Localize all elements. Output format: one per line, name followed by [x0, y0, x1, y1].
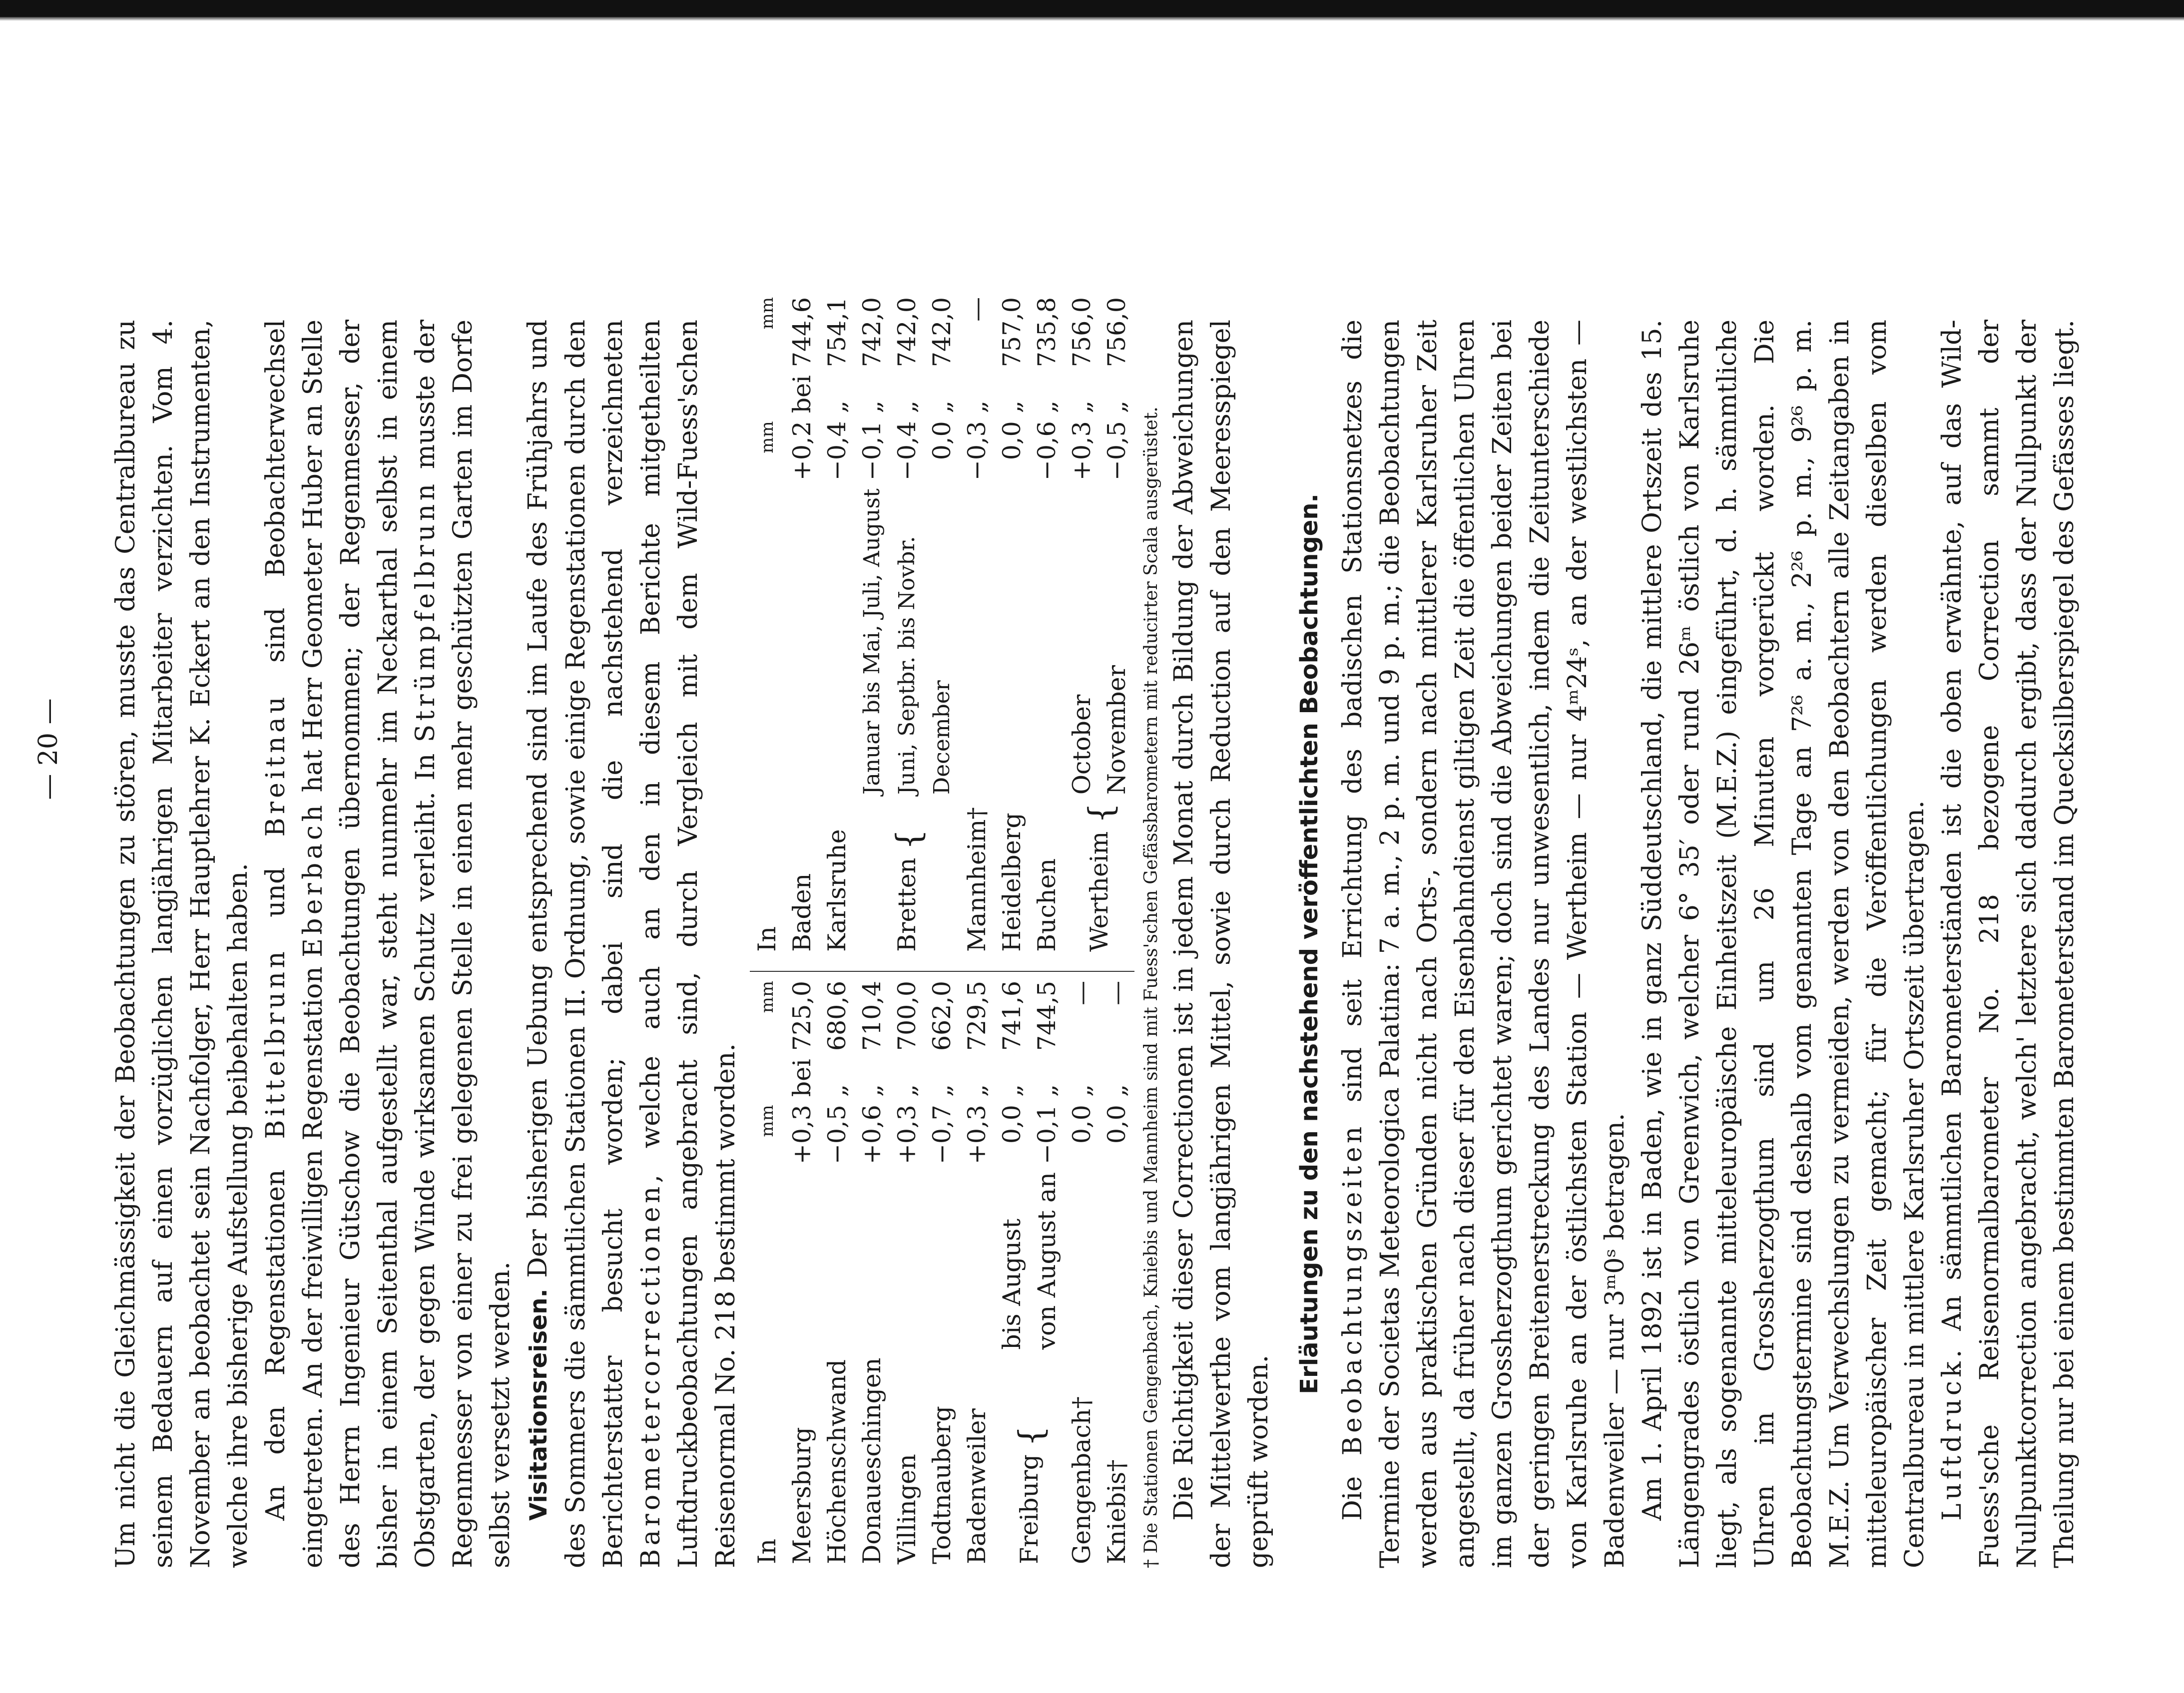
barometercorrectionen-term: Barometercorrectionen	[636, 1183, 666, 1568]
table-row: von August an −0,1 „ 744,5	[1033, 980, 1061, 1350]
paragraph-regenstationen: An den Regenstationen Bittelbrunn und Breitnau sind Beobachterwechsel eingetreten. An der freiwilligen Regenstation Eberbach hat Herr Geometer Huber an Stelle des Herrn Ingenieur Gütschow die Beobachtungen übernommen; der Regenmesser, der bisher in einem Seitenthal aufgestellt war, steht nunmehr im Neckarthal selbst in einem Obstgarten, der gegen Winde wirksamen Schutz verleiht. In Strümpfelbrunn musste der Regenmesser von einer zu frei gelegenen Stelle in einen mehr geschützten Garten im Dorfe selbst versetzt werden.	[261, 320, 516, 1568]
luftdruck-term: Luftdruck.	[1937, 1346, 1967, 1521]
table-row: Todtnauberg −0,7 „ 662,0	[928, 980, 956, 1564]
table-row: Mannheim† −0,3 „ —	[963, 297, 991, 952]
visitationsreisen-heading: Visitationsreisen.	[525, 1288, 552, 1521]
barometer-correction-tables	[750, 297, 1134, 1568]
beobachtungszeiten-term: Beobachtungszeiten	[1338, 1123, 1368, 1456]
table-footnote: † Die Stationen Gengenbach, Kniebis und Mannheim sind mit Fuess'schen Gefässbarometern mit reducirter Scala ausgerüstet.	[1141, 407, 1161, 1568]
table-row: Gengenbach† 0,0 „ —	[1068, 980, 1096, 1564]
header-unit: mm	[757, 1105, 777, 1137]
correction-table-right	[750, 293, 1134, 971]
paragraph-beobachtungszeiten: Die Beobachtungszeiten sind seit Errichtung des badischen Stationsnetzes die Termine der Societas Meteorologica Palatina: 7 a. m., 2 p. m. und 9 p. m.; die Beobachtungen werden aus praktischen Gründen nicht nach Orts-, sondern nach mittlerer Karlsruher Zeit angestellt, da früher nach dieser für den Eisenbahndienst giltigen Zeit die öffentlichen Uhren im ganzen Grossherzogthum gerichtet waren; doch sind die Abweichungen beider Zeiten bei der geringen Breitenerstreckung des Landes nur unwesentlich, indem die Zeitunterschiede von Karlsruhe an der östlichsten Station — Wertheim — nur 4ᵐ24ˢ, an der westlichsten — Badenweiler — nur 3ᵐ0ˢ betragen.	[1338, 319, 1630, 1568]
table-row: Buchen −0,6 „ 735,8	[1033, 297, 1061, 952]
page-number: — 20 —	[33, 698, 63, 800]
text-column	[107, 297, 2084, 1568]
table-row: Höchenschwand −0,5 „ 680,6	[823, 980, 851, 1564]
table-row: Meersburg +0,3 bei 725,0	[788, 980, 816, 1564]
header-unit: mm	[757, 297, 777, 330]
station-breitnau: Breitnau	[261, 693, 291, 837]
header-in: In	[753, 1539, 781, 1564]
station-bittelbrunn: Bittelbrunn	[261, 947, 291, 1139]
section-heading: Erläutungen zu den nachstehend veröffentlichten Beobachtungen.	[1295, 493, 1323, 1394]
table-row: Juni, Septbr. bis Novbr. −0,4 „ 742,0	[893, 297, 921, 795]
paragraph-visitationsreisen: Visitationsreisen. Der bisherigen Uebung entsprechend sind im Laufe des Frühjahrs und des Sommers die sämmtlichen Stationen II. Ordnung, sowie einige Regenstationen durch den Berichterstatter besucht worden; dabei sind die nachstehend verzeichneten Barometercorrectionen, welche auch an den in diesem Berichte mitgetheilten Luftdruckbeobachtungen angebracht sind, durch Vergleich mit dem Wild-Fuess'schen Reisenormal No. 218 bestimmt worden.	[523, 320, 741, 1568]
table-row: Wertheim { October +0,3 „ 756,0	[1068, 297, 1120, 952]
table-row: Bretten { Januar bis Mai, Juli, August −0,1 „ 742,0	[858, 297, 928, 952]
table-row: November −0,5 „ 756,0	[1102, 297, 1131, 795]
table-row: Kniebis† 0,0 „ —	[1102, 980, 1131, 1564]
table-row: Baden +0,2 bei 744,6	[788, 297, 816, 952]
table-row: Badenweiler +0,3 „ 729,5	[963, 980, 991, 1564]
paragraph-intro: Um nicht die Gleichmässigkeit der Beobachtungen zu stören, musste das Centralbureau zu seinem Bedauern auf einen vorzüglichen langjährigen Mitarbeiter verzichten. Vom 4. November an beobachtet sein Nachfolger, Herr Hauptlehrer K. Eckert an den Instrumenten, welche ihre bisherige Aufstellung beibehalten haben.	[111, 320, 253, 1568]
header-in: In	[753, 926, 781, 952]
table-row: Karlsruhe −0,4 „ 754,1	[823, 297, 851, 952]
table-row: Freiburg { bis August 0,0 „ 741,6	[998, 980, 1051, 1564]
station-struempfelbrunn: Strümpfelbrunn	[411, 480, 441, 743]
paragraph-luftdruck: Luftdruck. An sämmtlichen Barometerständen ist die oben erwähnte, auf das Wild-Fuess'sche Reisenormalbarometer No. 218 bezogene Correction sammt der Nullpunktcorrection angebracht, welch' letztere sich dadurch ergibt, dass der Nullpunkt der Theilung nur bei einem bestimmten Barometerstand im Quecksilberspiegel des Gefässes liegt.	[1937, 320, 2080, 1568]
station-eberbach: Eberbach	[298, 801, 328, 957]
paragraph-richtigkeit: Die Richtigkeit dieser Correctionen ist in jedem Monat durch Bildung der Abweichungen der Mittelwerthe vom langjährigen Mittel, sowie durch Reduction auf den Meeresspiegel geprüft worden.	[1169, 320, 1274, 1568]
header-unit: mm	[757, 421, 777, 453]
table-row: December 0,0 „ 742,0	[928, 297, 956, 795]
header-unit: mm	[757, 980, 777, 1013]
table-header	[750, 977, 785, 1568]
table-header	[750, 293, 785, 956]
table-row: Villingen +0,3 „ 700,0	[893, 980, 921, 1564]
correction-table-left	[750, 971, 1134, 1568]
table-row: Heidelberg 0,0 „ 757,0	[998, 297, 1026, 952]
paragraph-april-1892: Am 1. April 1892 ist in Baden, wie in ganz Süddeutschland, die mittlere Ortszeit des 15. Längengrades östlich von Greenwich, welcher 6° 35′ oder rund 26ᵐ östlich von Karlsruhe liegt, als sogenannte mitteleuropäische Einheitszeit (M.E.Z.) eingeführt, d. h. sämmtliche Uhren im Grossherzogthum sind um 26 Minuten vorgerückt worden. Die Beobachtungstermine sind deshalb vom genannten Tage an 7²⁶ a. m., 2²⁶ p. m., 9²⁶ p. m. M.E.Z. Um Verwechslungen zu vermeiden, werden von den Beobachtern alle Zeitangaben in mitteleuropäischer Zeit gemacht; für die Veröffentlichungen werden dieselben vom Centralbureau in mittlere Karlsruher Ortszeit übertragen.	[1638, 320, 1930, 1568]
table-row: Donaueschingen +0,6 „ 710,4	[858, 980, 886, 1564]
